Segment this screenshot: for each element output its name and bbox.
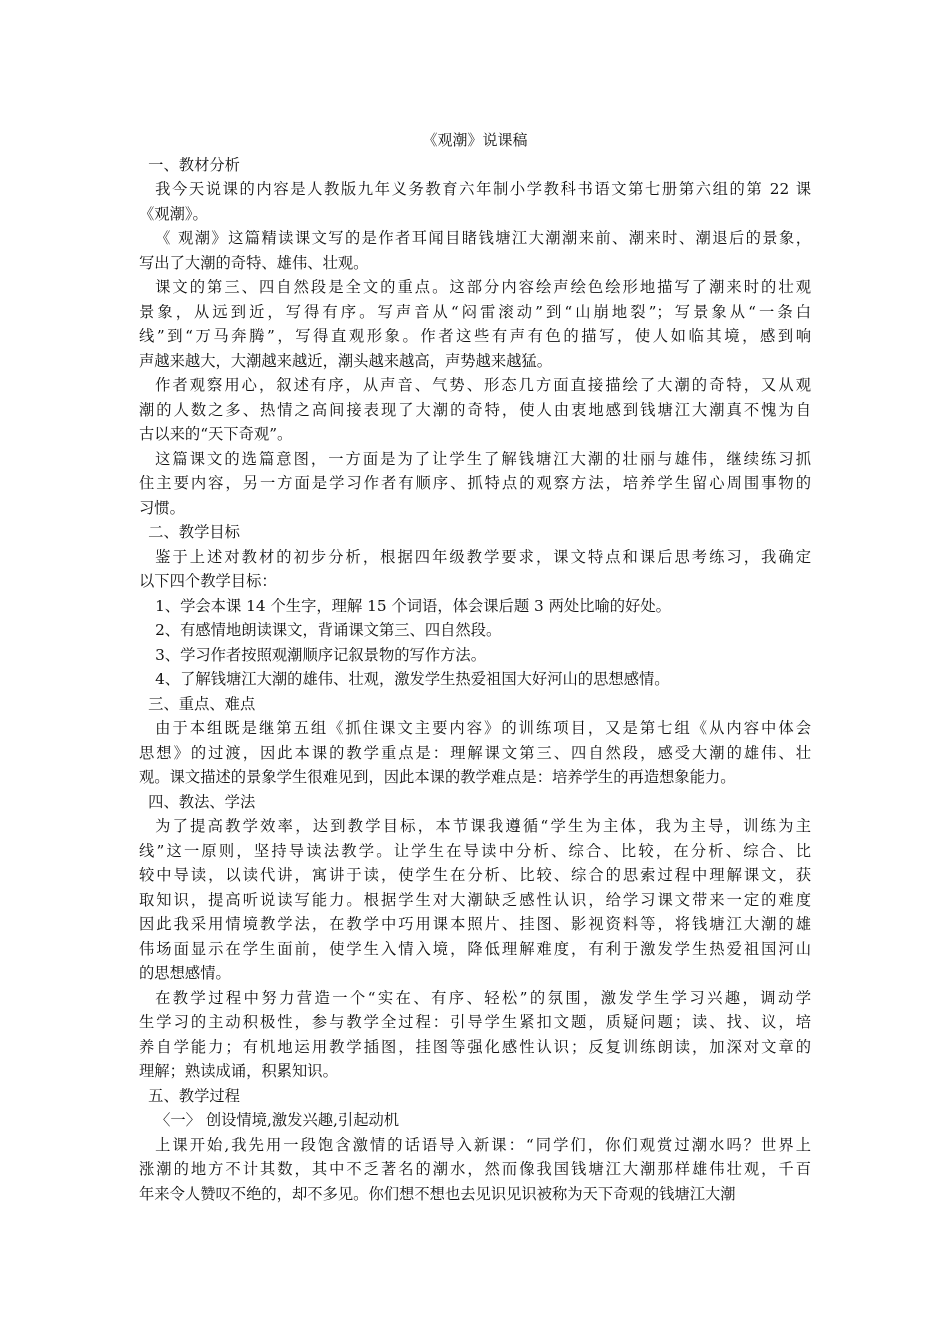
paragraph: [139, 1133, 811, 1207]
paragraph-line: 生学习的主动积极性，参与教学全过程：引导学生紧扣文题，质疑问题；读、找、议，培: [139, 1013, 811, 1031]
paragraph-line: 习惯。: [139, 498, 185, 517]
paragraph-line: 因此我采用情境教学法，在教学中巧用课本照片、挂图、影视资料等，将钱塘江大潮的雄: [139, 915, 811, 933]
paragraph: [139, 226, 811, 275]
paragraph-line: 《 观潮》这篇精读课文写的是作者耳闻目睹钱塘江大潮潮来前、潮来时、潮退后的景象，: [155, 229, 811, 247]
objective-list-item: 2、有感情地朗读课文，背诵课文第三、四自然段。: [155, 621, 502, 639]
paragraph-line: 为了提高教学效率，达到教学目标，本节课我遵循“学生为主体，我为主导，训练为主: [155, 817, 811, 835]
objective-list-item: 3、学习作者按照观潮顺序记叙景物的写作方法。: [155, 645, 487, 664]
paragraph-line: 线”到“万马奔腾”，写得直观形象。作者这些有声有色的描写，使人如临其境，感到响: [139, 327, 811, 345]
paragraph-line: 古以来的“天下奇观”。: [139, 425, 293, 443]
document-page: [139, 128, 811, 1206]
paragraph-line: 住主要内容，另一方面是学习作者有顺序、抓特点的观察方法，培养学生留心周围事物的: [139, 474, 811, 492]
section-heading: 二、教学目标: [148, 523, 240, 541]
paragraph-line: 课文的第三、四自然段是全文的重点。这部分内容绘声绘色绘形地描写了潮来时的壮观: [155, 278, 811, 296]
paragraph-line: 在教学过程中努力营造一个“实在、有序、轻松”的氛围，激发学生学习兴趣，调动学: [155, 988, 811, 1007]
paragraph-line: 《观潮》。: [139, 204, 208, 223]
paragraph-line: 取知识，提高听说读写能力。根据学生对大潮缺乏感性认识，给学习课文带来一定的难度: [139, 890, 811, 909]
paragraph-line: 以下四个教学目标：: [139, 572, 277, 590]
paragraph-line: 伟场面显示在学生面前，使学生入情入境，降低理解难度，有利于激发学生热爱祖国河山: [139, 939, 811, 958]
document-body: [139, 153, 811, 1207]
section-heading: 四、教法、学法: [148, 792, 256, 811]
paragraph: [139, 986, 811, 1084]
paragraph-line: 这篇课文的选篇意图，一方面是为了让学生了解钱塘江大潮的壮丽与雄伟，继续练习抓: [155, 449, 811, 468]
section-heading: 五、教学过程: [148, 1086, 240, 1105]
paragraph-line: 较中导读，以读代讲，寓讲于读，使学生在分析、比较、综合的思索过程中理解课文，获: [139, 866, 811, 884]
paragraph: [139, 814, 811, 986]
paragraph-line: 由于本组既是继第五组《抓住课文主要内容》的训练项目，又是第七组《从内容中体会: [155, 719, 811, 737]
paragraph: [139, 373, 811, 447]
paragraph-line: 的思想感情。: [139, 964, 231, 982]
paragraph-line: 鉴于上述对教材的初步分析，根据四年级教学要求，课文特点和课后思考练习，我确定: [155, 547, 811, 566]
paragraph-line: 涨潮的地方不计其数，其中不乏著名的潮水，然而像我国钱塘江大潮那样雄伟壮观，千百: [139, 1160, 811, 1178]
paragraph-line: 思想》的过渡，因此本课的教学重点是：理解课文第三、四自然段，感受大潮的雄伟、壮: [139, 743, 811, 762]
objective-list-item: 1、学会本课 14 个生字，理解 15 个词语，体会课后题 3 两处比喻的好处。: [155, 596, 671, 615]
paragraph: [139, 177, 811, 226]
document-title: 《观潮》说课稿: [422, 131, 528, 149]
paragraph-line: 声越来越大，大潮越来越近，潮头越来越高，声势越来越猛。: [139, 351, 553, 370]
paragraph: [139, 545, 811, 594]
section-subheading: 〈一〉 创设情境,激发兴趣,引起动机: [155, 1111, 400, 1129]
section-heading: 三、重点、难点: [148, 694, 256, 713]
paragraph-line: 写出了大潮的奇特、雄伟、壮观。: [139, 253, 369, 272]
paragraph: [139, 275, 811, 373]
paragraph-line: 观。课文描述的景象学生很难见到，因此本课的教学难点是：培养学生的再造想象能力。: [139, 768, 736, 786]
paragraph: [139, 447, 811, 521]
paragraph-line: 潮的人数之多、热情之高间接表现了大潮的奇特，使人由衷地感到钱塘江大潮真不愧为自: [139, 400, 811, 419]
paragraph-line: 理解；熟读成诵，积累知识。: [139, 1062, 338, 1080]
paragraph-line: 年来令人赞叹不绝的，却不多见。你们想不想也去见识见识被称为天下奇观的钱塘江大潮: [139, 1184, 736, 1203]
paragraph-line: 景象，从远到近，写得有序。写声音从“闷雷滚动”到“山崩地裂”；写景象从“一条白: [139, 302, 811, 321]
paragraph-line: 我今天说课的内容是人教版九年义务教育六年制小学教科书语文第七册第六组的第 22 课: [155, 180, 811, 198]
section-heading: 一、教材分析: [148, 155, 240, 174]
paragraph-line: 养自学能力；有机地运用教学插图，挂图等强化感性认识；反复训练朗读，加深对文章的: [139, 1037, 811, 1056]
paragraph-line: 作者观察用心，叙述有序，从声音、气势、形态几方面直接描绘了大潮的奇特，又从观: [155, 376, 811, 394]
paragraph-line: 线”这一原则，坚持导读法教学。让学生在导读中分析、综合、比较，在分析、综合、比: [139, 841, 811, 860]
objective-list-item: 4、了解钱塘江大潮的雄伟、壮观，激发学生热爱祖国大好河山的思想感情。: [155, 670, 670, 688]
paragraph: [139, 716, 811, 790]
paragraph-line: 上课开始,我先用一段饱含激情的话语导入新课：“同学们，你们观赏过潮水吗？世界上: [155, 1135, 811, 1154]
